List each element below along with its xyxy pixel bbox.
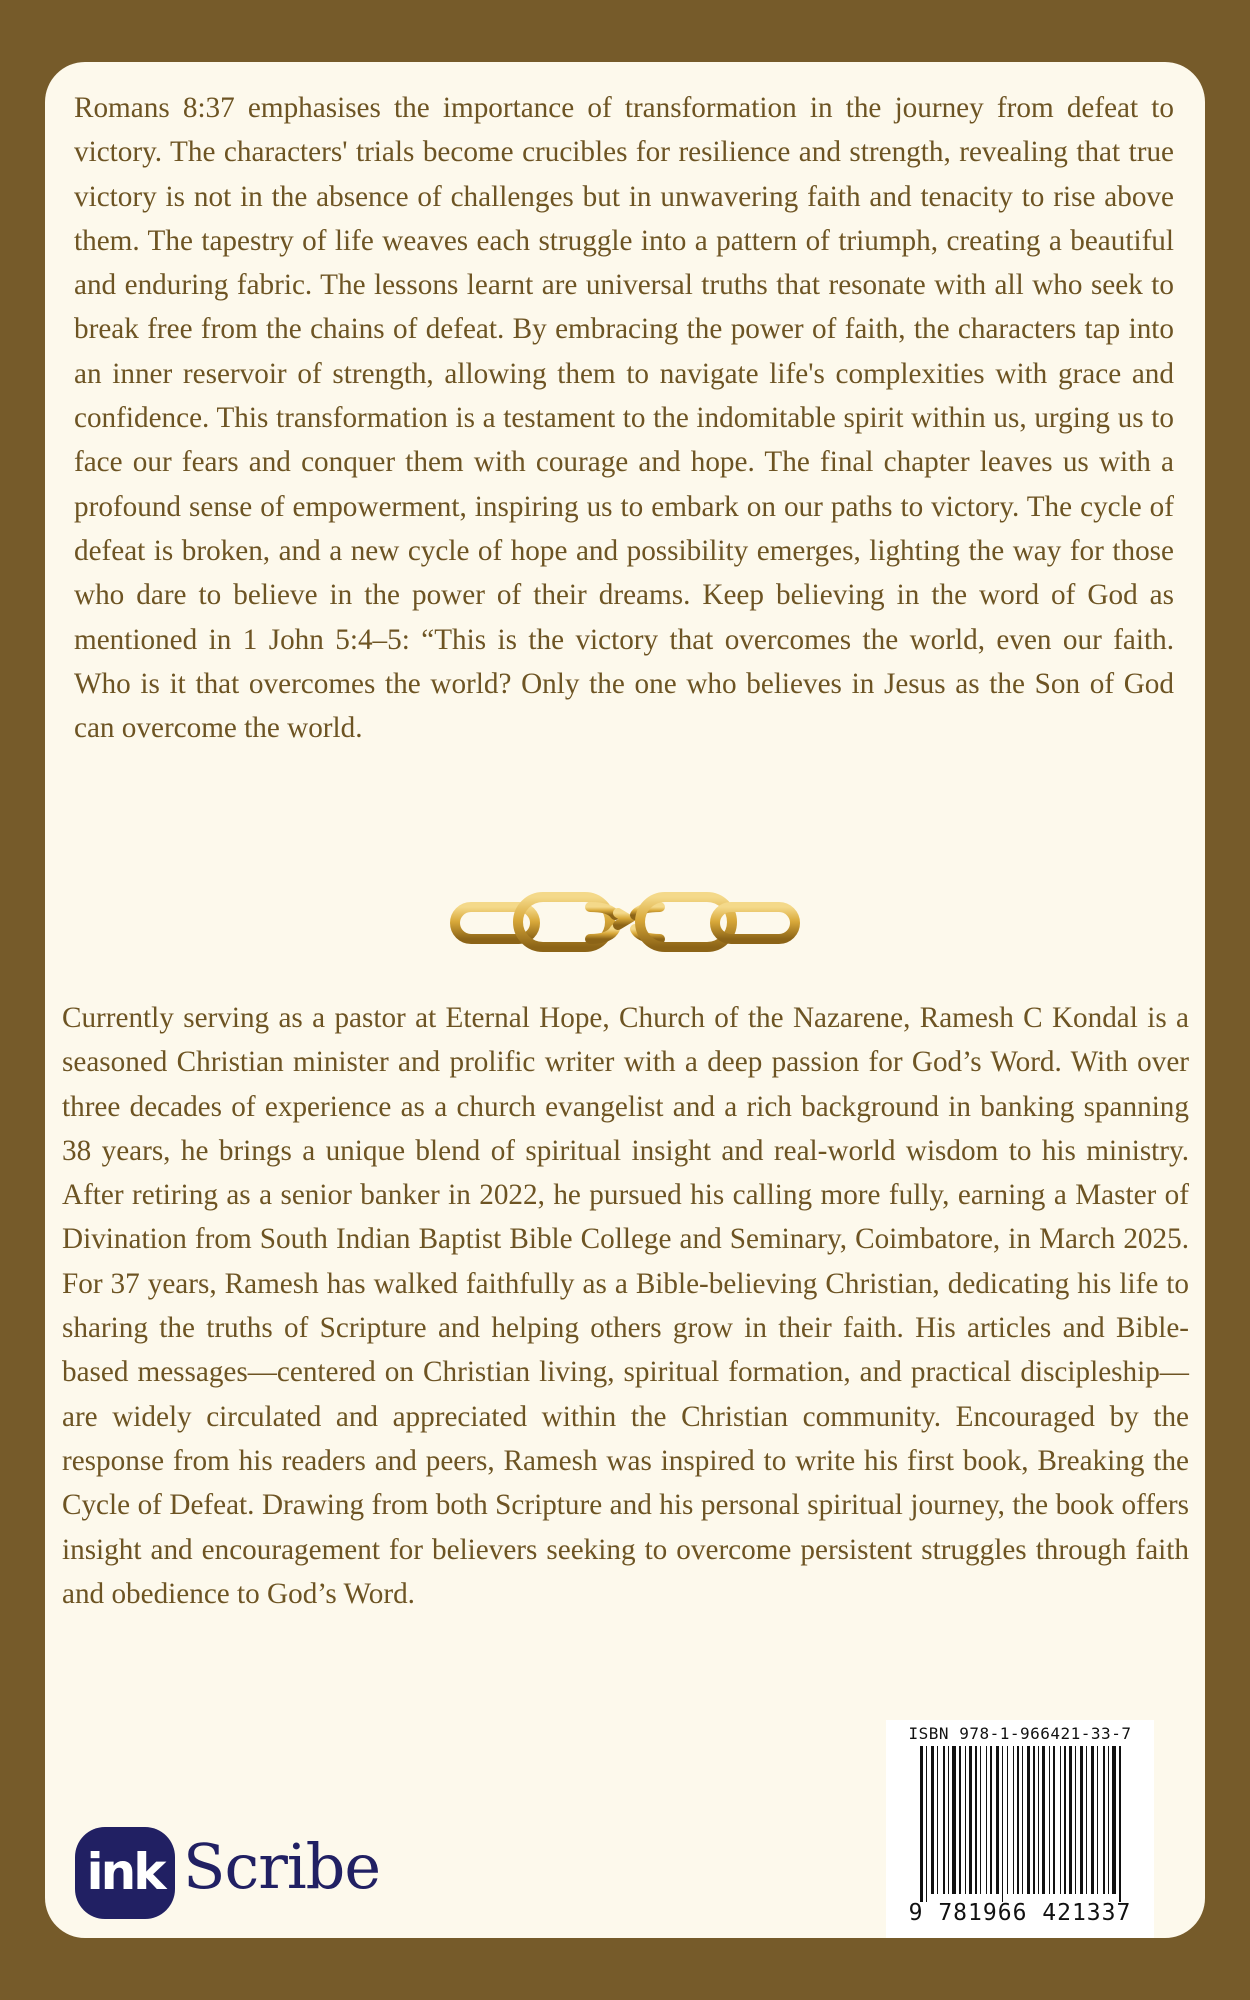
publisher-logo-mark [75, 1827, 175, 1919]
back-cover-panel [45, 62, 1205, 1938]
publisher-wordmark: Scribe [183, 1830, 381, 1903]
publisher-logo-mark-text: ink [86, 1843, 164, 1901]
isbn-barcode [886, 1720, 1154, 1938]
isbn-label: ISBN 978-1-966421-33-7 [908, 1724, 1132, 1743]
barcode-digits: 9 781966 421337 [908, 1900, 1132, 1926]
synopsis-paragraph: Romans 8:37 emphasises the importance of transformation in the journey from defeat to victory. The characters' trials become crucibles for resilience and strength, revealing that true victory is not in the absence of challenges but in unwavering faith and tenacity to rise above them. The tapestry of life weaves each struggle into a pattern of triumph, creating a beautiful and enduring fabric. The lessons learnt are universal truths that resonate with all who seek to break free from the chains of defeat. By embracing the power of faith, the characters tap into an inner reservoir of strength, allowing them to navigate life's complexities with grace and confidence. This transformation is a testament to the indomitable spirit within us, urging us to face our fears and conquer them with courage and hope. The final chapter leaves us with a profound sense of empowerment, inspiring us to embark on our paths to victory. The cycle of defeat is broken, and a new cycle of hope and possibility emerges, lighting the way for those who dare to believe in the power of their dreams. Keep believing in the word of God as mentioned in 1 John 5:4–5: “This is the victory that overcomes the world, even our faith. Who is it that overcomes the world? Only the one who believes in Jesus as the Son of God can overcome the world. [74, 92, 1174, 745]
author-bio-paragraph: Currently serving as a pastor at Eternal Hope, Church of the Nazarene, Ramesh C Kondal is a seasoned Christian minister and prolific writer with a deep passion for God’s Word. With over three decades of experience as a church evangelist and a rich background in banking spanning 38 years, he brings a unique blend of spiritual insight and real-world wisdom to his ministry. After retiring as a senior banker in 2022, he pursued his calling more fully, earning a Master of Divination from South Indian Baptist Bible College and Seminary, Coimbatore, in March 2025. For 37 years, Ramesh has walked faithfully as a Bible-believing Christian, dedicating his life to sharing the truths of Scripture and helping others grow in their faith. His articles and Bible-based messages—centered on Christian living, spiritual formation, and practical discipleship—are widely circulated and appreciated within the Christian community. Encouraged by the response from his readers and peers, Ramesh was inspired to write his first book, Breaking the Cycle of Defeat. Drawing from both Scripture and his personal spiritual journey, the book offers insight and encouragement for believers seeking to overcome persistent struggles through faith and obedience to God’s Word. [62, 1002, 1189, 1610]
broken-chain-icon [450, 867, 800, 977]
publisher-logo [75, 1822, 435, 1922]
